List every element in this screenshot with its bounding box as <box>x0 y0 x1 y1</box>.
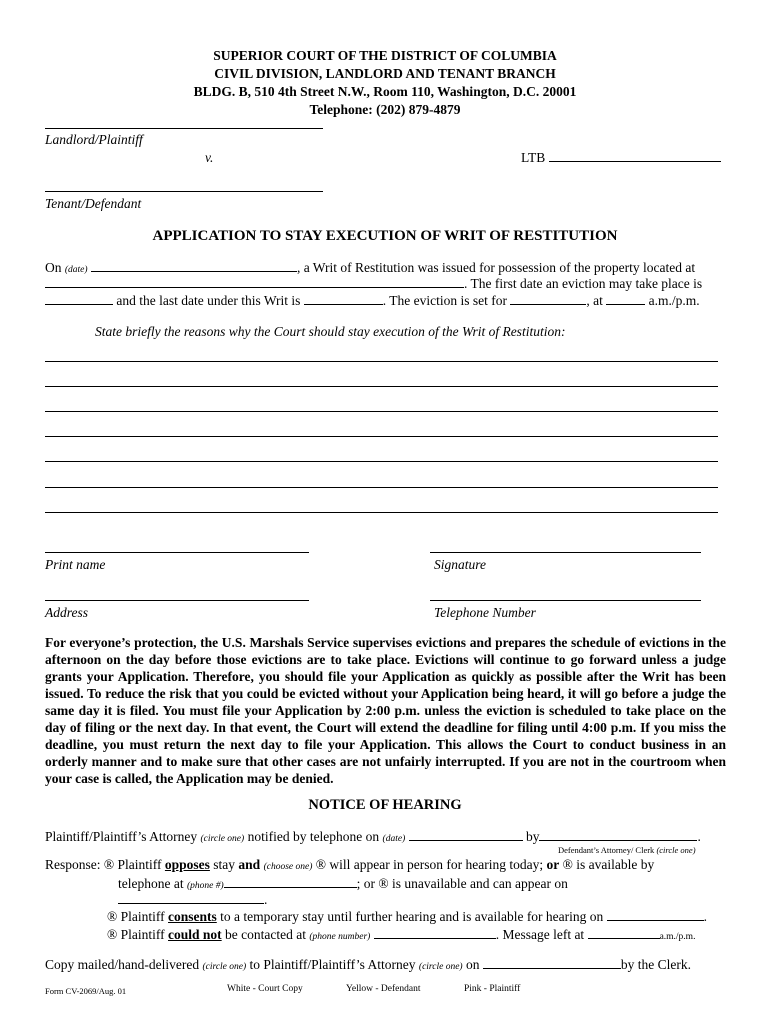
ltb-number-field[interactable] <box>549 149 721 162</box>
form-title: APPLICATION TO STAY EXECUTION OF WRIT OF RESTITUTION <box>152 228 618 244</box>
option-symbol-icon[interactable]: ® <box>103 857 115 872</box>
option-symbol-icon[interactable]: ® <box>107 909 118 924</box>
reason-line[interactable] <box>45 436 718 437</box>
message-time-field[interactable] <box>588 926 660 939</box>
print-name-line[interactable] <box>45 552 309 553</box>
notice-of-hearing-heading: NOTICE OF HEARING <box>308 797 462 813</box>
reason-line[interactable] <box>45 386 718 387</box>
writ-date-field[interactable] <box>91 259 297 272</box>
reason-line[interactable] <box>45 411 718 412</box>
consent-hearing-date-field[interactable] <box>607 908 704 921</box>
versus-label: v. <box>205 150 214 165</box>
form-id: Form CV-2069/Aug. 01 <box>45 986 127 996</box>
consents-line: ® Plaintiff consents to a temporary stay until further hearing and is available for hearing on . <box>107 909 708 924</box>
marshals-notice-paragraph: For everyone’s protection, the U.S. Marshals Service supervises evictions and prepares the schedule of evictions in the afternoon on the day before those evictions are to take place. Evictions will continue to go forward unless a judge grants your Application. Therefore, you should file your Application as quickly as possible after the Writ has been issued. To reduce the risk that you could be evicted without your Application being heard, it will go before a judge the same day it is filed. You must file your Application by 2:00 p.m. unless the eviction is scheduled to take place on the day of filing or the next day. In that event, the Court will extend the deadline for filing until 4:00 p.m. If you miss the deadline, you must return the next day to file your Application. This allows the Court to conduct business in an orderly manner and to make sure that other cases are not unfairly interrupted. If you are not in the courtroom when your case is called, the Application may be denied. <box>45 635 726 786</box>
ltb-label: LTB <box>521 149 721 166</box>
signature-line[interactable] <box>430 552 701 553</box>
reason-line[interactable] <box>45 512 718 513</box>
copy-pink: Pink - Plaintiff <box>464 984 521 994</box>
response-line-1: Response: ® Plaintiff opposes stay and (choose one) ® will appear in person for hearing today; or ® is available by <box>45 857 655 872</box>
copy-line: Copy mailed/hand-delivered (circle one) to Plaintiff/Plaintiff’s Attorney (circle one) on by the Clerk. <box>45 957 691 972</box>
contact-phone-field[interactable] <box>374 926 496 939</box>
signature-label: Signature <box>434 557 486 572</box>
copy-white: White - Court Copy <box>227 984 303 994</box>
response-line-3: . <box>118 891 267 908</box>
first-eviction-date-field[interactable] <box>45 292 113 305</box>
copy-date-field[interactable] <box>483 956 621 969</box>
alternate-date-field[interactable] <box>118 891 264 904</box>
court-header <box>0 47 770 119</box>
plaintiff-line[interactable] <box>45 128 323 129</box>
phone-field[interactable] <box>224 875 357 888</box>
plaintiff-label: Landlord/Plaintiff <box>45 132 143 147</box>
writ-line-1: On (date) , a Writ of Restitution was issued for possession of the property located at <box>45 260 696 275</box>
option-symbol-icon[interactable]: ® <box>315 857 327 872</box>
option-symbol-icon[interactable]: ® <box>378 876 389 891</box>
eviction-date-field[interactable] <box>510 292 586 305</box>
reason-line[interactable] <box>45 361 718 362</box>
address-line[interactable] <box>45 600 309 601</box>
option-symbol-icon[interactable]: ® <box>107 927 118 942</box>
notified-date-field[interactable] <box>409 828 523 841</box>
notified-by-field[interactable] <box>539 828 697 841</box>
defendant-label: Tenant/Defendant <box>45 196 142 211</box>
notified-line: Plaintiff/Plaintiff’s Attorney (circle one) notified by telephone on (date) by . <box>45 829 701 844</box>
writ-line-2: . The first date an eviction may take place is <box>45 275 702 292</box>
notified-by-sub: Defendant’s Attorney/ Clerk (circle one) <box>558 845 696 855</box>
could-not-line: ® Plaintiff could not be contacted at (phone number) . Message left at a.m./p.m. <box>107 927 696 942</box>
court-name: SUPERIOR COURT OF THE DISTRICT OF COLUMBIA <box>213 48 557 63</box>
response-line-2: telephone at (phone #) ; or ® is unavailable and can appear on <box>118 876 568 891</box>
option-symbol-icon[interactable]: ® <box>562 857 573 872</box>
court-address: BLDG. B, 510 4th Street N.W., Room 110, Washington, D.C. 20001 <box>193 84 577 99</box>
copy-yellow: Yellow - Defendant <box>346 984 421 994</box>
telephone-number-label: Telephone Number <box>434 605 536 620</box>
writ-line-3: and the last date under this Writ is . The eviction is set for , at a.m./p.m. <box>45 292 700 309</box>
court-telephone: Telephone: (202) 879-4879 <box>309 102 461 117</box>
last-date-field[interactable] <box>304 292 383 305</box>
print-name-label: Print name <box>45 557 106 572</box>
address-label: Address <box>45 605 88 620</box>
defendant-line[interactable] <box>45 191 323 192</box>
telephone-line[interactable] <box>430 600 701 601</box>
eviction-time-field[interactable] <box>606 292 645 305</box>
property-address-field[interactable] <box>45 275 464 288</box>
reason-line[interactable] <box>45 461 718 462</box>
division-name: CIVIL DIVISION, LANDLORD AND TENANT BRANCH <box>214 66 556 81</box>
reason-line[interactable] <box>45 487 718 488</box>
reasons-prompt: State briefly the reasons why the Court should stay execution of the Writ of Restitution: <box>95 324 566 339</box>
